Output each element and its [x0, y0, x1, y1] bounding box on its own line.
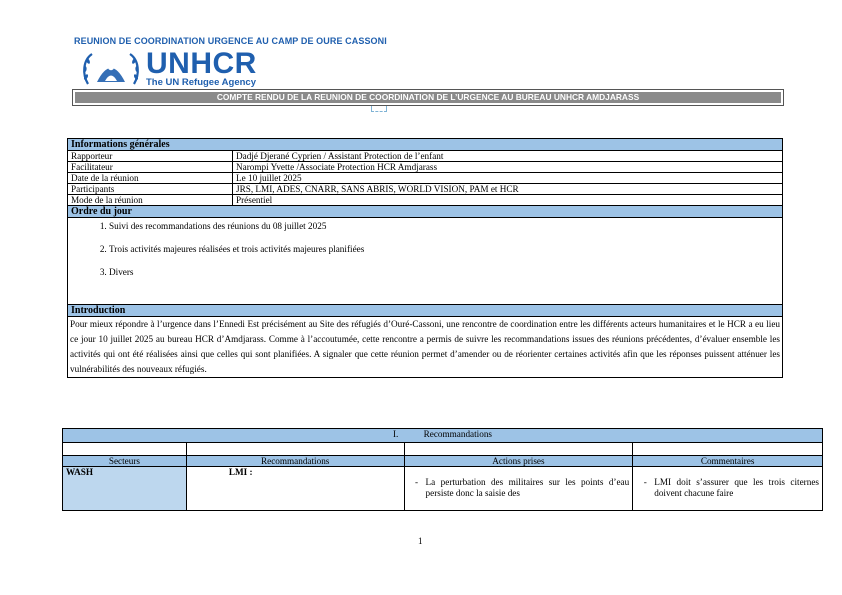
info-row-participants — [68, 184, 783, 195]
info-value: Dadjé Djerané Cyprien / Assistant Protection de l’enfant — [233, 151, 783, 162]
report-banner-text: COMPTE RENDU DE LA REUNION DE COORDINATION DE L’URGENCE AU BUREAU UNHCR AMDJARASS — [75, 92, 781, 103]
info-row-rapporteur — [68, 151, 783, 162]
info-row-mode — [68, 195, 783, 206]
recommendations-title — [63, 429, 823, 443]
info-value: Le 10 juillet 2025 — [233, 173, 783, 184]
section-number: I. — [392, 429, 399, 439]
general-info-heading: Informations générales — [68, 139, 783, 151]
info-label: Rapporteur — [68, 151, 233, 162]
logo-name: UNHCR — [146, 47, 257, 80]
comment-text: LMI doit s’assurer que les trois citernes doivent chacune faire — [654, 477, 819, 498]
agenda-item: 3. Divers — [109, 267, 779, 277]
header-anchor-marker — [371, 106, 387, 112]
info-label: Participants — [68, 184, 233, 195]
action-text: La perturbation des militaires sur les points d’eau persiste donc la saisie des — [425, 477, 630, 498]
agenda-item: 1. Suivi des recommandations des réunions du 08 juillet 2025 — [109, 221, 779, 231]
agenda-body — [68, 218, 783, 305]
info-label: Date de la réunion — [68, 173, 233, 184]
info-row-facilitateur — [68, 162, 783, 173]
info-label: Mode de la réunion — [68, 195, 233, 206]
introduction-heading: Introduction — [68, 305, 783, 317]
recommendation-cell: LMI : — [186, 467, 404, 511]
info-value: JRS, LMI, ADES, CNARR, SANS ABRIS, WORLD VISION, PAM et HCR — [233, 184, 783, 195]
agenda-item: 2. Trois activités majeures réalisées et trois activités majeures planifiées — [109, 244, 779, 254]
recommendations-table — [62, 428, 823, 511]
column-header-commentaires: Commentaires — [633, 456, 823, 467]
report-banner — [72, 89, 784, 106]
sector-cell: WASH — [63, 467, 187, 511]
agenda-list — [71, 221, 779, 277]
column-header-recommandations: Recommandations — [186, 456, 404, 467]
page-number: 1 — [418, 536, 423, 546]
introduction-text: Pour mieux répondre à l’urgence dans l’Ennedi Est précisément au Site des réfugiés d’Ouré-Cassoni, une rencontre de coordination entre les différents acteurs humanitaires et le HCR a eu lieu ce jour 10 juillet 2025 au bureau HCR d’Amdjarass. Comme à l’accoutumée, cette rencontre a permis de suivre les recommandations issues des réunions précédentes, d’évaluer ensemble les activités qui ont été réalisées ainsi que celles qui sont planifiées. A signaler que cette réunion permet d’amender ou de réorienter certaines activités afin que les réponses puissent atténuer les vulnérabilités des nouveaux réfugiés. — [68, 317, 783, 378]
action-cell: - La perturbation des militaires sur les points d’eau persiste donc la saisie des — [404, 467, 633, 511]
logo-tagline: The UN Refugee Agency — [146, 77, 256, 88]
unhcr-logo — [80, 47, 257, 88]
info-label: Facilitateur — [68, 162, 233, 173]
unhcr-emblem-icon — [80, 50, 142, 88]
document-header-title: REUNION DE COORDINATION URGENCE AU CAMP DE OURE CASSONI — [74, 36, 387, 46]
info-row-date — [68, 173, 783, 184]
column-header-secteurs: Secteurs — [63, 456, 187, 467]
column-header-actions: Actions prises — [404, 456, 633, 467]
info-value: Présentiel — [233, 195, 783, 206]
general-info-table — [67, 138, 783, 378]
agenda-heading: Ordre du jour — [68, 206, 783, 218]
comment-cell: - LMI doit s’assurer que les trois citernes doivent chacune faire — [633, 467, 823, 511]
section-heading: Recommandations — [423, 429, 492, 439]
table-row — [63, 467, 823, 511]
info-value: Narompi Yvette /Associate Protection HCR Amdjarass — [233, 162, 783, 173]
